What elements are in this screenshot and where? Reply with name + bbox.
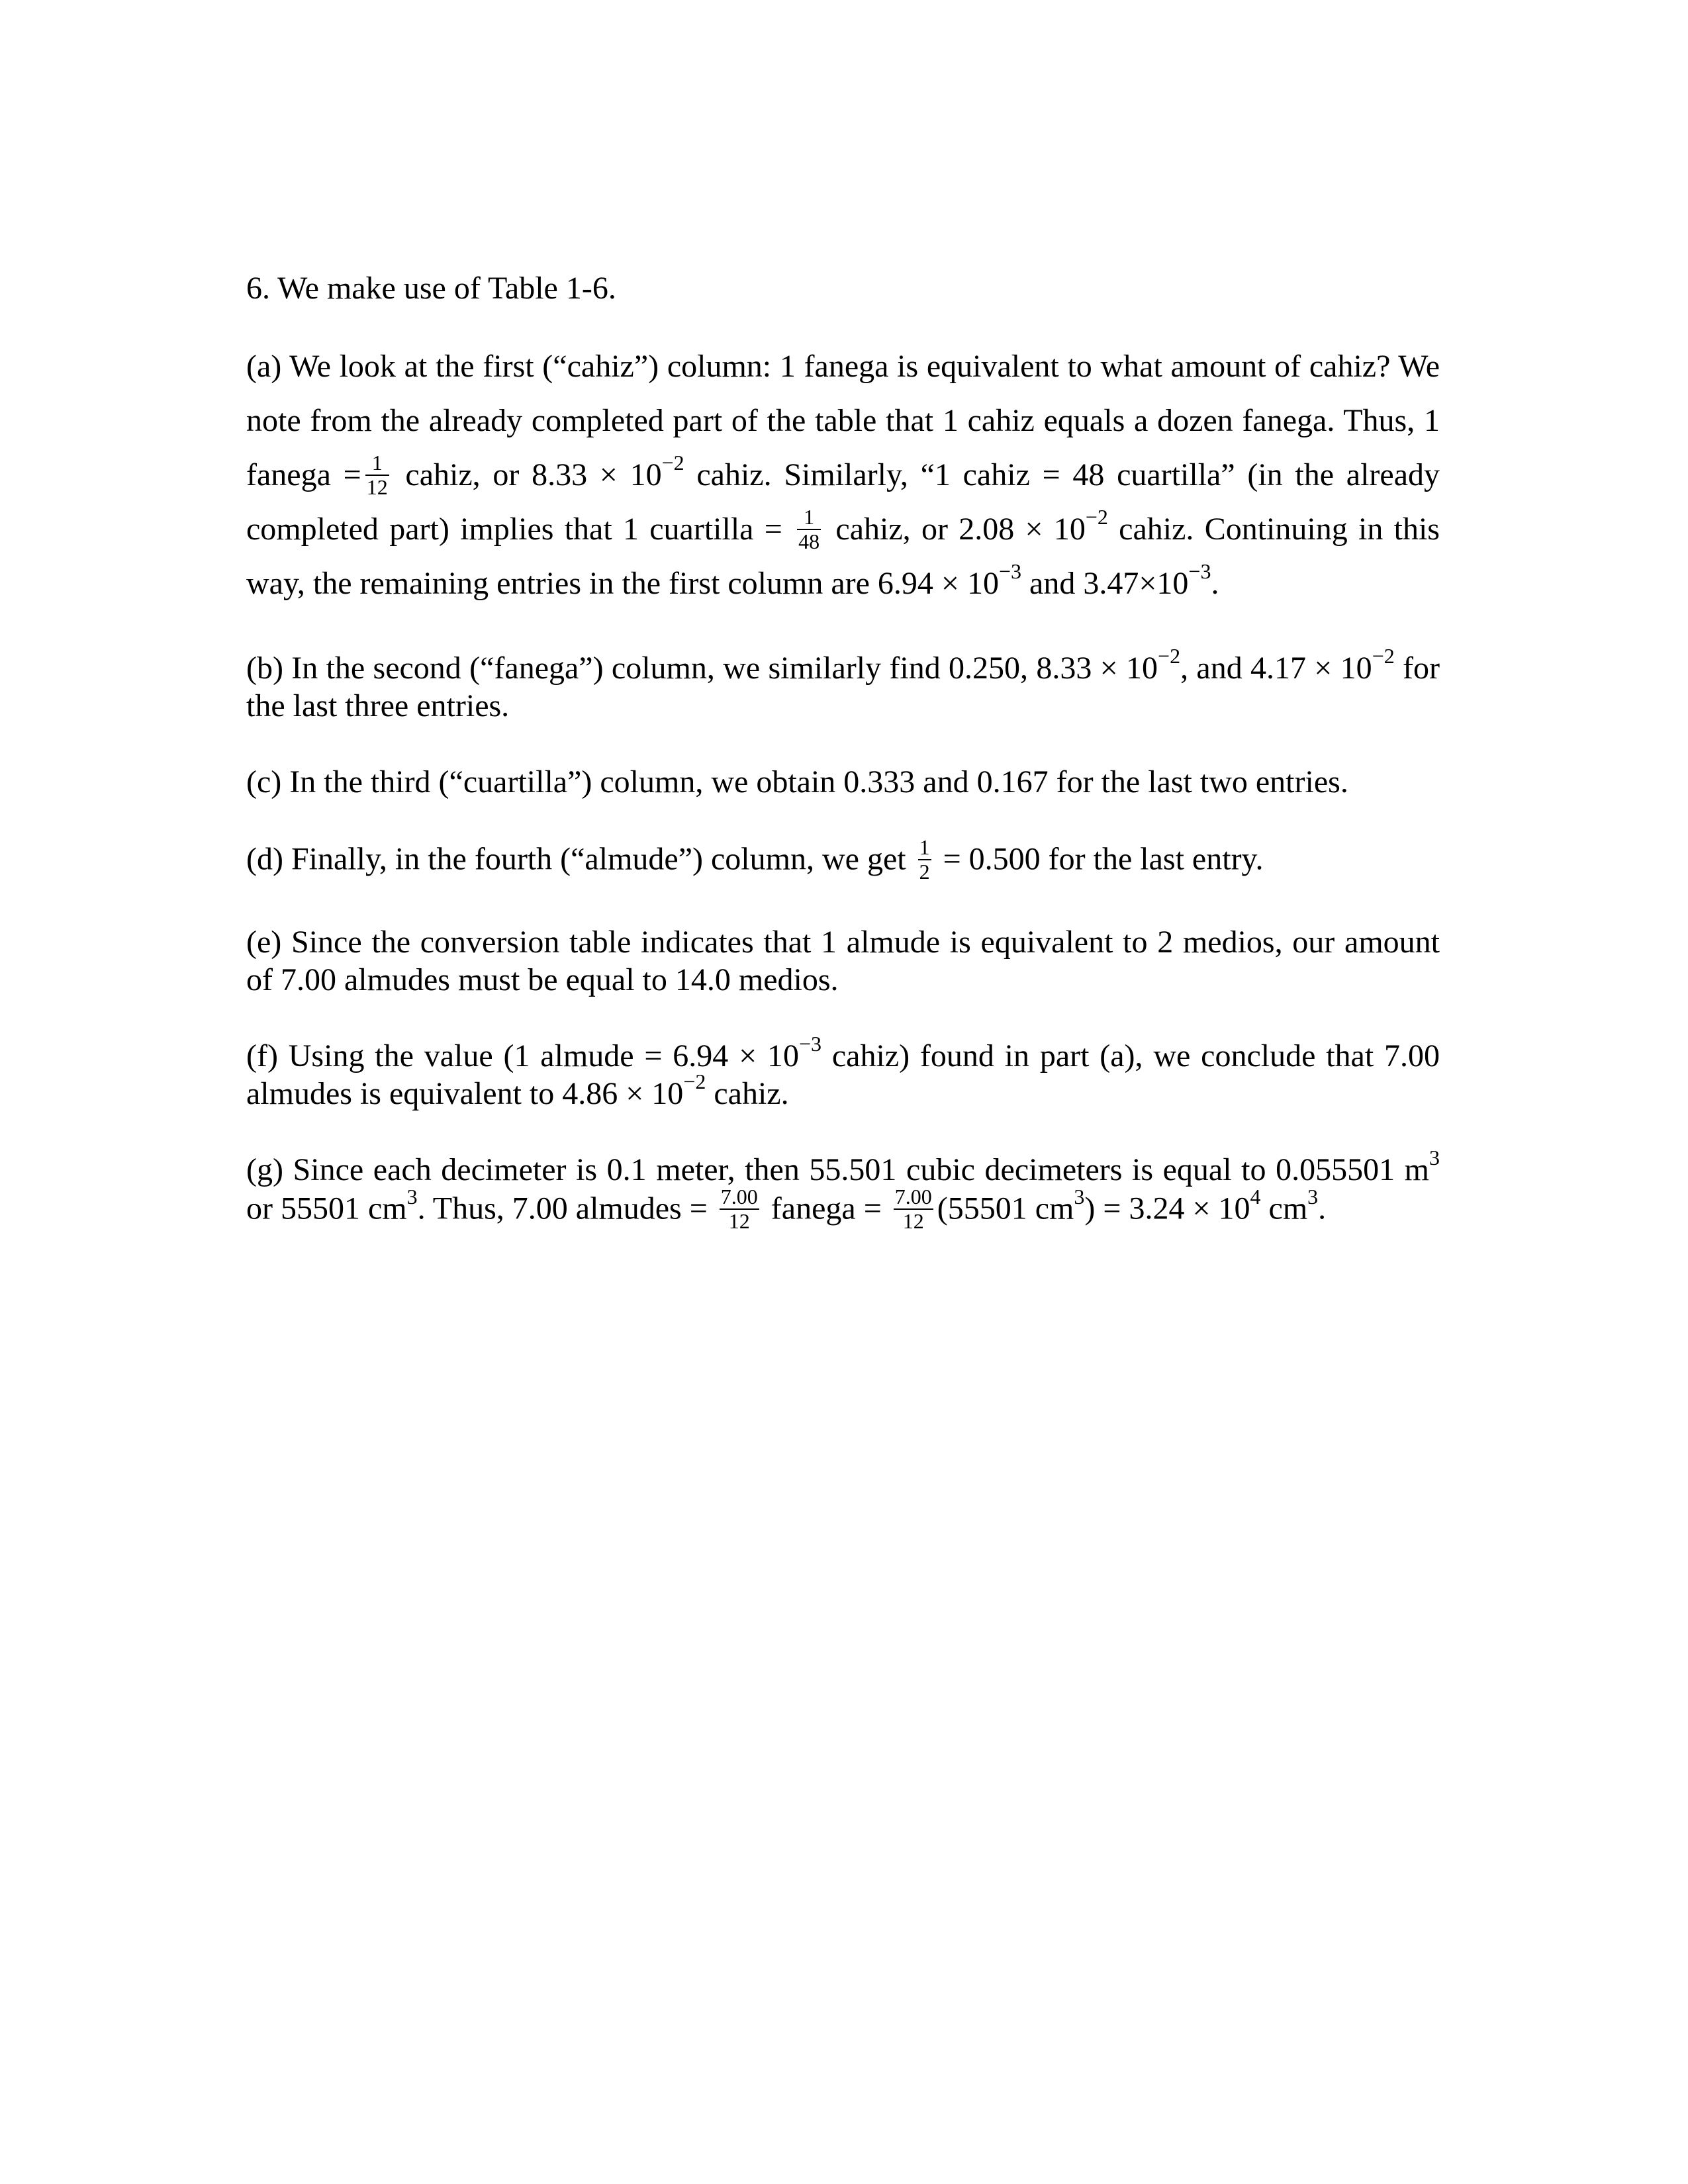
part-b: (b) In the second (“fanega”) column, we similarly find 0.250, $8.33 \times 10^{-2}$, and $4.17 \times 10^{-2}$ for the last three entries. [246,644,1440,723]
fraction-7-12-second: $\frac{7.00}{12}$ [894,1185,932,1233]
part-e: (e) Since the conversion table indicates that 1 almude is equivalent to 2 medios, our amount of 7.00 almudes must be equal to 14.0 medios. [246,925,1440,997]
fraction-1-48: $\frac{1}{48}$ [798,505,820,554]
part-c: (c) In the third (“cuartilla”) column, we obtain 0.333 and 0.167 for the last two entries. [246,764,1348,799]
fraction-7-12-first: $\frac{7.00}{12}$ [720,1185,758,1233]
part-f: (f) Using the value (1 almude = $6.94 \times 10^{-3}$ cahiz) found in part (a), we conclude that 7.00 almudes is equivalent to $4.86 \times 10^{-2}$ cahiz. [246,1032,1440,1111]
part-d: (d) Finally, in the fourth (“almude”) column, we get $\frac{1}{2}$ = 0.500 for the last entry. [246,835,1264,884]
problem-heading: 6. We make use of Table 1-6. [246,271,616,306]
part-g: (g) Since each decimeter is 0.1 meter, then 55.501 cubic decimeters is equal to 0.055501 $m^3$ or 55501 $cm^3$. Thus, 7.00 almudes = $\frac{7.00}{12}$ fanega = $\frac{7.00}{12}$ (55501 $cm^3) = 3.24 \times 10^4$ $cm^3$. [246,1146,1440,1233]
document-body [246,268,1440,1273]
part-a: (a) We look at the first (“cahiz”) column: 1 fanega is equivalent to what amount of cahiz? We note from the already completed part of the table that 1 cahiz equals a dozen fanega. Thus, 1 fanega = $\frac{1}{12}$ cahiz, or $8.33 \times 10^{-2}$ cahiz. Similarly, “1 cahiz = 48 cuartilla” (in the already completed part) implies that 1 cuartilla = $\frac{1}{48}$ cahiz, or $2.08 \times 10^{-2}$ cahiz. Continuing in this way, the remaining entries in the first column are $6.94 \times 10^{-3}$ and $3.47\times 10^{-3}$. [246,349,1440,601]
fraction-1-2: $\frac{1}{2}$ [919,835,930,884]
fraction-1-12: $\frac{1}{12}$ [366,451,388,500]
